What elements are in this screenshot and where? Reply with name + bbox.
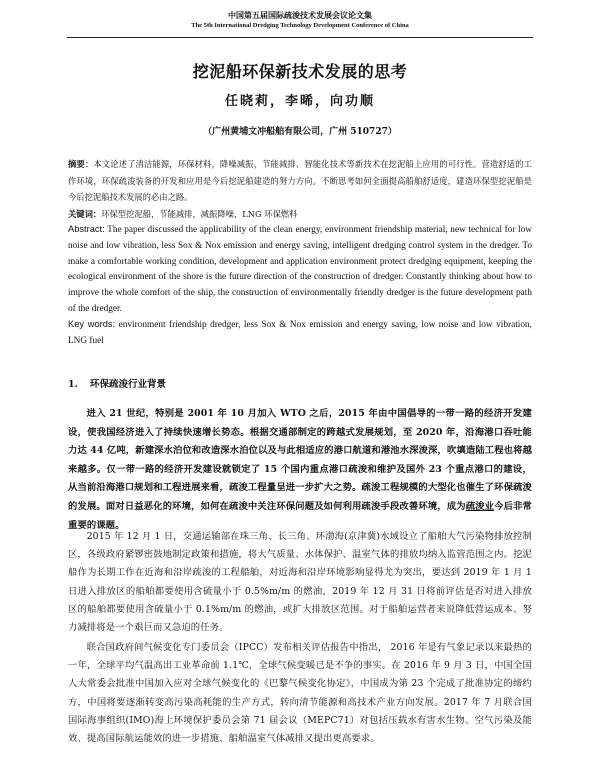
keywords-english-text: environment friendship dredger, less Sox & Nox emission and energy saving, low noise and low vibration, LNG fuel: [68, 320, 532, 346]
paragraph-text: 今后非常重要的课题。: [68, 500, 532, 531]
keywords-chinese: [68, 206, 532, 223]
section-heading: [68, 376, 166, 390]
abstract-chinese-text: 本文论述了清洁能源，环保材料，降噪减振，节能减排、智能化技术等新技术在挖泥船上应用的可行性。营造舒适的工作环境，环保疏浚装备的开发和应用是今后挖泥船建造的努力方向。不断思考如何全面提高船舶舒适度，建造环保型挖泥船是今后挖泥船技术发展的必由之路。: [68, 159, 532, 202]
keywords-english: [68, 317, 532, 350]
section-number: 1.: [68, 379, 78, 390]
abstract-chinese-label: 摘要：: [68, 159, 94, 169]
abstract-english-text: The paper discussed the applicability of the clean energy, environment friendship material, new technical for low noise and low vibration, less Sox & Nox emission and energy saving, intelligent dredging control system in the dredger. To make a comfortable working condition, development and application environment protect dredging equipment, keeping the ecological environment of the shore is the future direction of the construction of dredger. Constantly thinking about how to improve the whole comfort of the ship, the construction of environmentally friendly dredger is the future development path of the dredger.: [68, 225, 533, 314]
abstract-english-label: Abstract:: [68, 224, 105, 234]
section-title: 环保疏浚行业背景: [90, 379, 167, 390]
keywords-chinese-text: 环保型挖泥船，节能减排，减振降噪，LNG 环保燃料: [101, 209, 298, 219]
running-head: [67, 10, 533, 30]
abstract-chinese: [68, 156, 532, 206]
header-rule: [67, 37, 533, 38]
running-head-chinese: 中国第五届国际疏浚技术发展会议论文集: [228, 10, 372, 20]
running-head-english: The 5th International Dredging Technology Development Conference of China: [191, 22, 409, 29]
body-paragraph: 2015 年 12 月 1 日，交通运输部在珠三角、长三角、环渤海(京津冀)水域设立了船舶大气污染物排放控制区，各级政府紧锣密鼓地制定政策和措施，将大气质量、水体保护、温室气体的排放均纳入监管范围之内。挖泥船作为长期工作在近海和沿岸疏浚的工程船舶，对近海和沿岸环境影响显得尤为突出，要达到 2019 年 1 月 1 日进入排放区的船舶都要使用含硫量小于 0.5%m/m 的燃油，2019 年 12 月 31 日将前评估是否对进入排放区的船舶都要使用含硫量小于 0.1%m/m 的燃油，或扩大排放区范围。对于船舶运营者来说降低营运成本、努力减排将是一个艰巨而又急迫的任务。: [68, 531, 532, 634]
body-paragraph: 联合国政府间气候变化专门委员会（IPCC）发布相关评估报告中指出， 2016 年是有气象记录以来最热的一年，全球平均气温高出工业革命前 1.1℃，全球气候变暖已是不争的事实。在 2016 年 9 月 3 日，中国全国人大常委会批准中国加入应对全球气候变化的《巴黎气候变化协定》，中国成为第 23 个完成了批准协定的缔约方，中国将要逐渐转变高污染高耗能的生产方式，转向清节能源和高技术产业方向发展。2017 年 7 月联合国国际海事组织(IMO)海上环境保护委员会第 71 届会议（MEPC71）对包括压载水有害水生物、空气污染及能效、提高国际航运能效的进一步措施、船舶温室气体减排又提出更高要求。: [68, 642, 532, 745]
abstract-english: [68, 222, 532, 318]
paragraph-text: 进入 21 世纪，特别是 2001 年 10 月加入 WTO 之后，2015 年由中国倡导的一带一路的经济开发建设，使我国经济进入了持续快速增长势态。根据交通部制定的跨越式发展规划，至 2020 年，沿海港口吞吐能力达 44 亿吨，新建深水泊位和改造深水泊位以及与此相适应的港口航道和港池水深浚深，吹填造陆工程也将越来越多。仅一带一路的经济开发建设就锁定了 15 个国内重点港口疏浚和维护及国外 23 个重点港口的建设，从当前沿海港口规划和工程进展来看，疏浚工程量呈进一步扩大之势。疏浚工程规模的大型化也催生了环保疏浚的发展。面对日益恶化的环境，如何在疏浚中关注环保问题及如何利用疏浚手段改善环境，成为: [68, 408, 533, 512]
paper-title: 挖泥船环保新技术发展的思考: [192, 62, 408, 81]
keywords-chinese-label: 关键词：: [68, 209, 102, 219]
authors: 任晓莉，李晞，向功顺: [224, 94, 375, 109]
body-paragraph: [68, 405, 532, 535]
affiliation: （广州黄埔文冲船舶有限公司，广州 510727）: [203, 127, 397, 137]
keywords-english-label: Key words:: [68, 319, 116, 329]
hyperlink-dredging-industry[interactable]: 疏浚业: [465, 500, 495, 512]
